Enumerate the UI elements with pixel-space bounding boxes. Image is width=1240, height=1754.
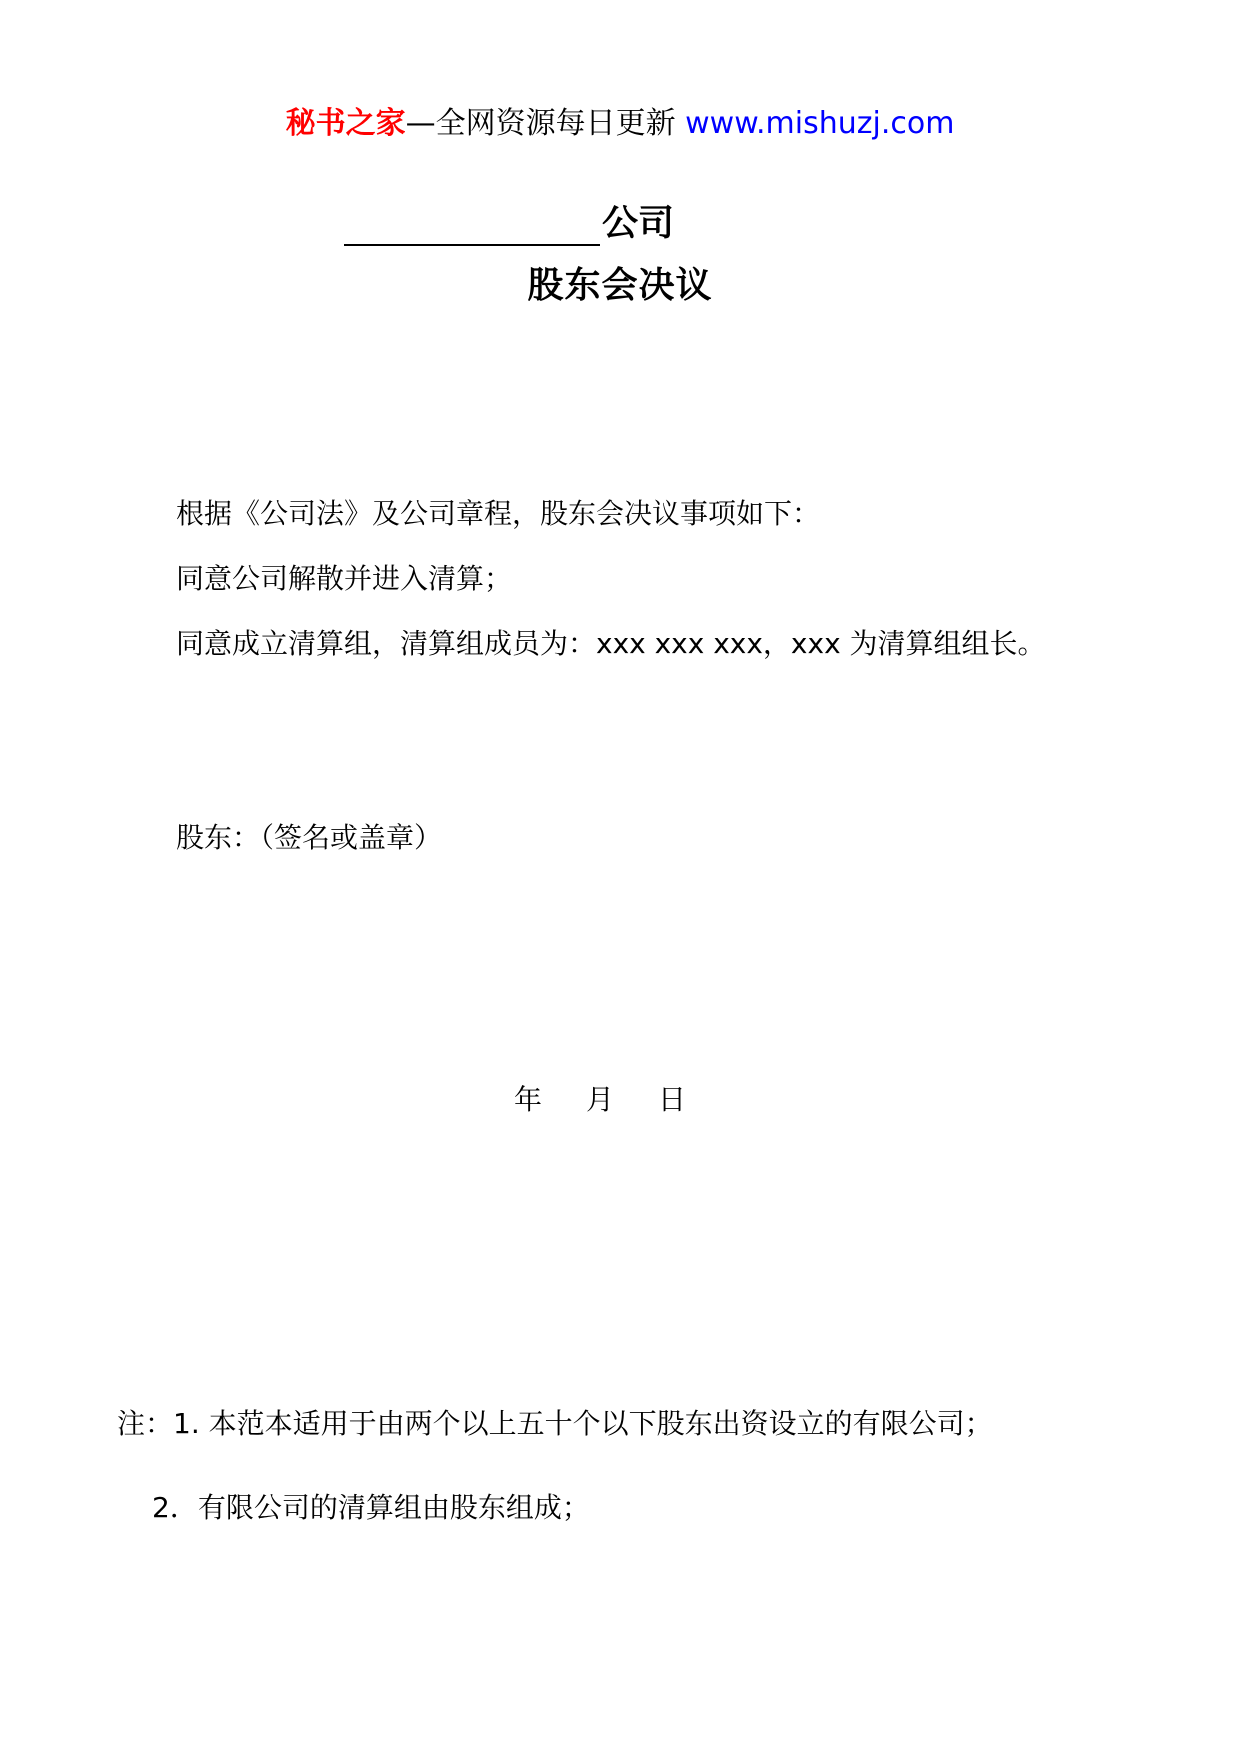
date-line — [514, 1080, 686, 1120]
company-name-line — [344, 198, 674, 246]
site-url-link[interactable]: www.mishuzj.com — [685, 106, 955, 141]
resolution-intro: 根据《公司法》及公司章程，股东会决议事项如下： — [176, 497, 821, 530]
date-day: 日 — [658, 1083, 687, 1116]
resolution-item-dissolution: 同意公司解散并进入清算； — [176, 562, 513, 595]
note-item-1: 注：1. 本范本适用于由两个以上五十个以下股东出资设立的有限公司； — [117, 1407, 993, 1440]
header-slogan: —全网资源每日更新 — [405, 106, 686, 141]
site-header — [0, 104, 1240, 144]
shareholder-signature-line: 股东：（签名或盖章） — [176, 821, 443, 854]
company-suffix: 公司 — [602, 203, 675, 244]
company-name-blank — [344, 204, 600, 246]
date-year: 年 — [514, 1083, 543, 1116]
resolution-item-liquidation-group: 同意成立清算组，清算组成员为：xxx xxx xxx，xxx 为清算组组长。 — [176, 627, 1046, 660]
note-item-2: 2．有限公司的清算组由股东组成； — [152, 1491, 590, 1524]
document-title: 股东会决议 — [527, 265, 713, 306]
brand-name: 秘书之家 — [285, 106, 406, 141]
date-month: 月 — [586, 1083, 615, 1116]
